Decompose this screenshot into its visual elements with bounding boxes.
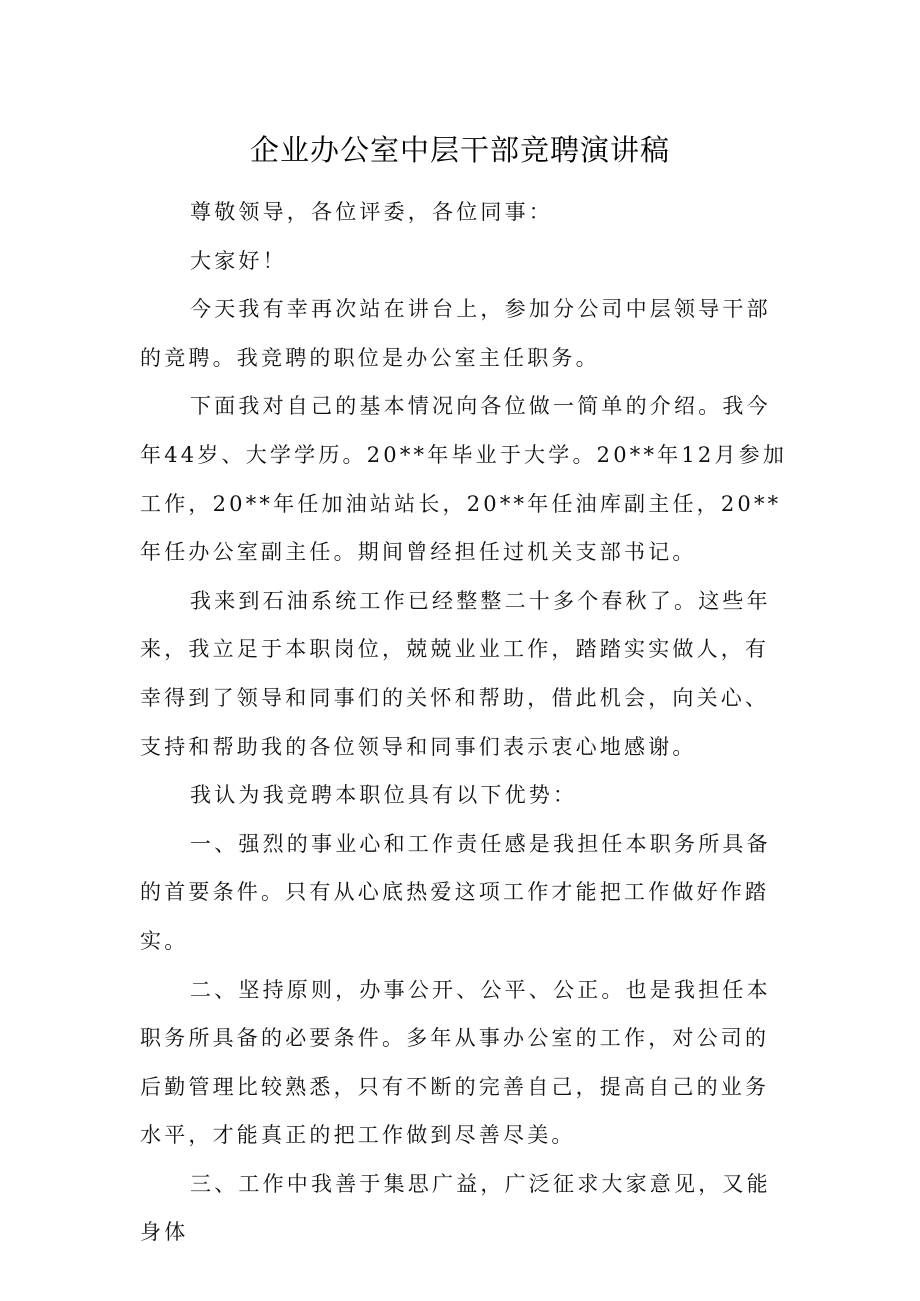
document-body xyxy=(140,188,792,1257)
paragraph-advantages-intro: 我认为我竞聘本职位具有以下优势： xyxy=(190,783,578,808)
paragraph-career: 我来到石油系统工作已经整整二十多个春秋了。这些年来，我立足于本职岗位，兢兢业业工作，踏踏实实做人，有幸得到了领导和同事们的关怀和帮助，借此机会，向关心、支持和帮助我的各位领导和同事们表示衷心地感谢。 xyxy=(140,588,771,759)
salutation: 尊敬领导，各位评委，各位同事： xyxy=(190,200,553,224)
paragraph-advantage-three: 三、工作中我善于集思广益，广泛征求大家意见，又能身体 xyxy=(140,1171,771,1245)
paragraph-background: 下面我对自己的基本情况向各位做一简单的介绍。我今年44岁、大学学历。20**年毕业于大学。20**年12月参加工作，20**年任加油站站长，20**年任油库副主任，20**年任办公室副主任。期间曾经担任过机关支部书记。 xyxy=(140,394,788,565)
paragraph-advantage-one: 一、强烈的事业心和工作责任感是我担任本职务所具备的首要条件。只有从心底热爱这项工作才能把工作做好作踏实。 xyxy=(140,831,771,953)
paragraph-intro: 今天我有幸再次站在讲台上，参加分公司中层领导干部的竞聘。我竞聘的职位是办公室主任职务。 xyxy=(140,297,771,370)
paragraph-advantage-two: 二、坚持原则，办事公开、公平、公正。也是我担任本职务所具备的必要条件。多年从事办公室的工作，对公司的后勤管理比较熟悉，只有不断的完善自己，提高自己的业务水平，才能真正的把工作做到尽善尽美。 xyxy=(140,977,771,1148)
document-title: 企业办公室中层干部竞聘演讲稿 xyxy=(249,133,670,167)
greeting: 大家好！ xyxy=(190,248,287,273)
